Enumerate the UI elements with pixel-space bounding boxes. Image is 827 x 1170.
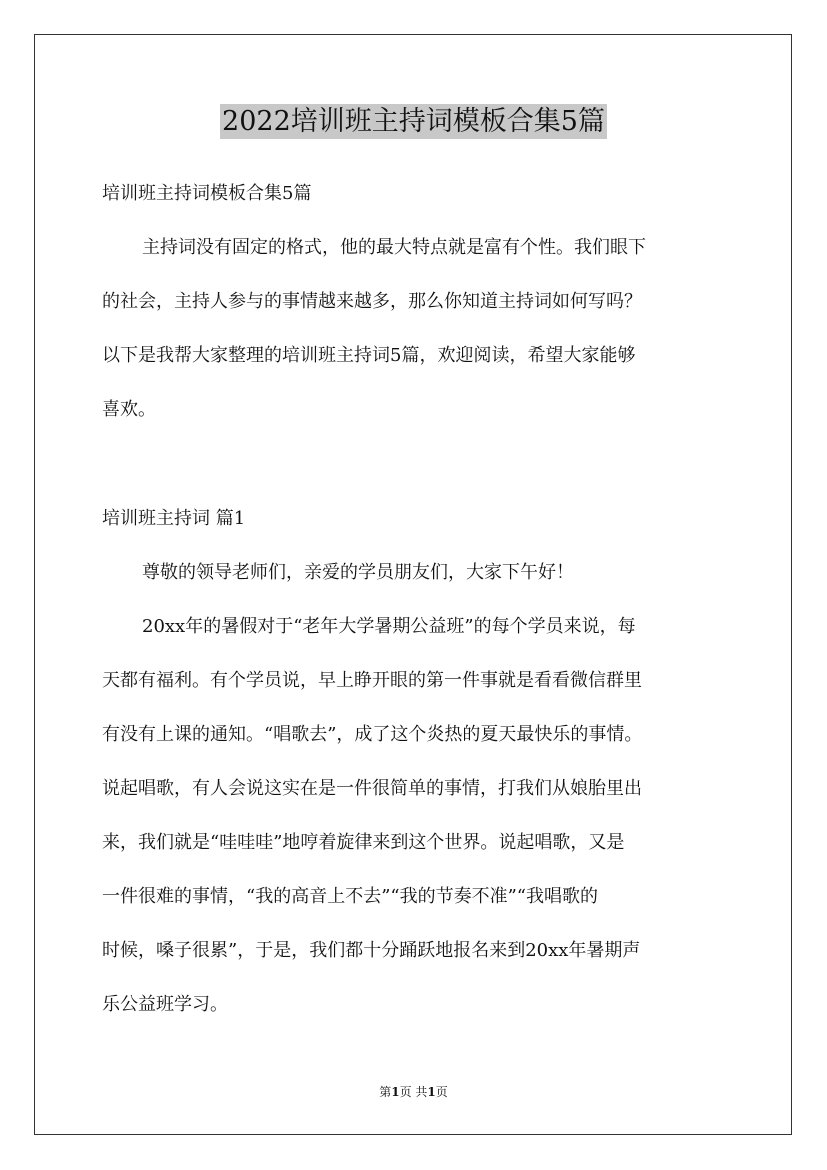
footer-label: 页 [435,1085,448,1099]
section-line-4: 有没有上课的通知。“唱歌去”，成了这个炎热的夏天最快乐的事情。 [102,724,643,745]
section-line-9: 乐公益班学习。 [102,994,228,1015]
document-subtitle: 培训班主持词模板合集5篇 [102,183,312,204]
document-title [0,100,827,144]
intro-line-3: 以下是我帮大家整理的培训班主持词5篇，欢迎阅读，希望大家能够 [102,345,636,366]
section-line-3: 天都有福利。有个学员说，早上睁开眼的第一件事就是看看微信群里 [102,670,642,691]
section-line-1: 尊敬的领导老师们，亲爱的学员朋友们，大家下午好！ [142,562,574,583]
page-footer [0,1084,827,1100]
section-line-2: 20xx年的暑假对于“老年大学暑期公益班”的每个学员来说，每 [142,616,636,637]
intro-line-1: 主持词没有固定的格式，他的最大特点就是富有个性。我们眼下 [142,237,646,258]
section-line-8: 时候，嗓子很累”，于是，我们都十分踊跃地报名来到20xx年暑期声 [102,940,641,961]
intro-line-4: 喜欢。 [102,399,156,420]
document-title-text: 2022培训班主持词模板合集5篇 [222,106,605,137]
section-heading: 培训班主持词 篇1 [102,508,246,529]
intro-line-2: 的社会，主持人参与的事情越来越多，那么你知道主持词如何写吗？ [102,291,642,312]
section-line-5: 说起唱歌，有人会说这实在是一件很简单的事情，打我们从娘胎里出 [102,778,642,799]
footer-label: 第 [379,1085,392,1099]
footer-page-number: 1 [391,1085,400,1099]
section-line-7: 一件很难的事情，“我的高音上不去”“我的节奏不准”“我唱歌的 [102,886,599,907]
section-line-6: 来，我们就是“哇哇哇”地哼着旋律来到这个世界。说起唱歌，又是 [102,832,625,853]
footer-total-pages: 1 [427,1085,436,1099]
footer-label: 页 共 [399,1085,428,1099]
